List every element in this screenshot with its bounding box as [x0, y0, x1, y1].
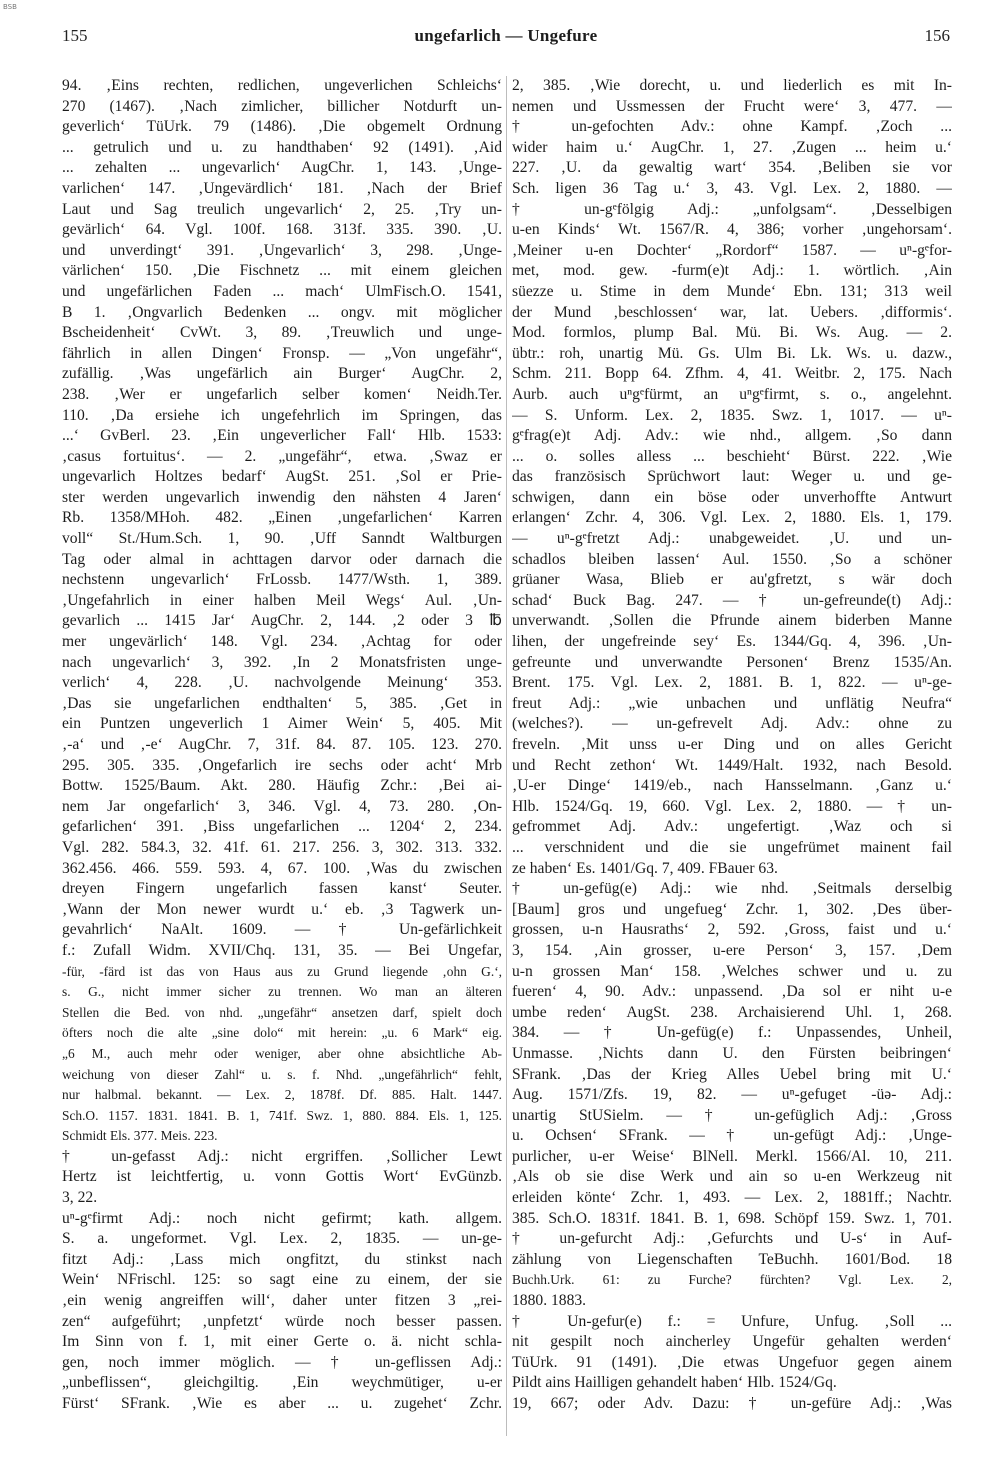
right-column-line: umbe reden‘ AugSt. 238. Archaisierend Uhl. 1, 268.: [512, 1003, 952, 1021]
left-column-line: -für, -färd ist das von Haus aus zu Grund liegende ‚ohn G.‘,: [62, 963, 502, 979]
right-column-line: gefreunte und unverwandte Personen‘ Brenz 1535/An.: [512, 653, 952, 671]
right-column-line: 384. — † Un-gefüg(e) f.: Unpassendes, Unheil,: [512, 1024, 952, 1042]
right-column-line: schad‘ Buck Bag. 247. — † un-gefreunde(t) Adj.:: [512, 591, 952, 609]
left-column-line: zen“ aufgeführt; ‚unpfetzt‘ würde noch besser passen.: [62, 1312, 502, 1330]
left-column-line: 238. ‚Wer er ungefarlich selber komen‘ Neidh.Ter.: [62, 385, 502, 403]
right-column-line: purlicher, u-er Weise‘ BlNell. Merkl. 1566/Al. 10, 211.: [512, 1147, 952, 1165]
left-column-line: nem Jar ongefarlich‘ 3, 346. Vgl. 4, 73. 280. ‚On-: [62, 797, 502, 815]
column-rule: [506, 76, 507, 1436]
left-column-line: gevarlich ... 1415 Jar‘ AugChr. 2, 144. ‚2 oder 3 ℔: [62, 612, 502, 630]
running-title: ungefarlich — Ungefure: [414, 26, 598, 45]
right-column-line: — S. Unform. Lex. 2, 1835. Swz. 1, 1017. — uⁿ-: [512, 406, 952, 424]
right-column-line: süezze u. Stime in dem Munde‘ Ebn. 131; 313 weil: [512, 282, 952, 300]
left-column-line: zufällig. ‚Was ungefärlich ain Burger‘ AugChr. 2,: [62, 365, 502, 383]
left-column-line: und unverdingt‘ 391. ‚Ungevarlich‘ 3, 298. ‚Unge-: [62, 241, 502, 259]
right-column-line: u-n grossen Man‘ 158. ‚Welches schwer und u. zu: [512, 962, 952, 980]
left-column-line: 3, 22.: [62, 1189, 98, 1207]
left-column-line: 270 (1467). ‚Nach zimlicher, billicher Notdurft un-: [62, 97, 502, 115]
left-column-line: Fürst‘ SFrank. ‚Wie es aber ... u. zugehet‘ Zchr.: [62, 1395, 502, 1412]
left-column-line: nechstenn ungevarlich‘ FrLossb. 1477/Wsth. 1, 389.: [62, 571, 502, 589]
right-column-line: unartig StUSielm. — † un-gefüglich Adj.: ‚Gross: [512, 1106, 952, 1124]
left-column-line: Sch.O. 1157. 1831. 1841. B. 1, 741f. Swz. 1, 880. 884. Els. 1, 125.: [62, 1107, 502, 1123]
left-column-line: ster werden ungevarlich inwendig den nähsten 4 Jaren‘: [62, 488, 502, 506]
right-column-line: ‚Als ob sie dise Werk und ain so u-en Werkzeug nit: [512, 1168, 952, 1186]
right-column-line: freveln. ‚Mit unss u-er Ding und on alles Gericht: [512, 736, 952, 753]
right-column-line: TüUrk. 91 (1491). ‚Die etwas Ungefuor gegen ainem: [512, 1353, 952, 1371]
right-column-line: schwigen, dann ein böse oder unverhoffte Antwurt: [512, 488, 952, 506]
left-column-line: Im Sinn von f. 1, mit einer Gerte o. ä. nicht schla-: [62, 1333, 502, 1351]
right-column-line: (welches?). — un-gefrevelt Adj. Adv.: ohne zu: [512, 715, 952, 733]
left-column-line: 94. ‚Eins rechten, redlichen, ungeverlichen Schleichs‘: [62, 77, 502, 94]
left-column-line: ‚ein wenig angreiffen will‘, daher unter fitzen 3 „rei-: [62, 1292, 502, 1310]
right-column-line: SFrank. ‚Das der Krieg Alles Uebel bring mit U.‘: [512, 1065, 952, 1083]
right-column-line: † un-gᵉfölgig Adj.: „unfolgsam“. ‚Desselbigen: [512, 200, 952, 218]
right-column-line: nemen und Ussmessen der Frucht were‘ 3, 477. —: [512, 97, 952, 115]
right-column-line: grossen, u-n Hausraths‘ 2, 592. ‚Gross, faist und u.‘: [512, 921, 952, 939]
right-column-line: zählung von Liegenschaften TeBuchh. 1601/Bod. 18: [512, 1250, 952, 1268]
left-column-line: B 1. ‚Ongvarlich Bedenken ... ongv. mit möglicher: [62, 303, 502, 321]
left-column-line: uⁿ-gᵉfirmt Adj.: noch nicht gefirmt; kath. allgem.: [62, 1209, 502, 1227]
left-column-line: voll“ St./Hum.Sch. 1, 90. ‚Uff Sanndt Waltburgen: [62, 530, 502, 548]
left-column-line: värlichen‘ 150. ‚Die Fischnetz ... mit einem gleichen: [62, 262, 502, 280]
left-column-line: geverlich‘ TüUrk. 79 (1486). ‚Die obgemelt Ordnung: [62, 118, 502, 136]
left-column-line: s. G., nicht immer sicher zu trennen. Wo man an älteren: [62, 984, 502, 1000]
left-column-line: 295. 305. 335. ‚Ongefarlich ire sechs oder acht‘ Mrb: [62, 756, 502, 774]
right-column-line: übtr.: roh, unartig Mü. Gs. Ulm Bi. Lk. Ws. u. dazw.,: [512, 344, 952, 362]
right-column-line: fueren‘ 4, 90. Adv.: unpassend. ‚Da sol er niht u-e: [512, 983, 952, 1001]
right-column-line: lihen, der ungefreinde sey‘ Es. 1344/Gq. 4, 396. ‚Un-: [512, 633, 952, 651]
left-column-line: fitzt Adj.: ‚Lass mich ongfitzt, du stinkst nach: [62, 1250, 502, 1268]
left-column-line: ‚-a‘ und ‚-e‘ AugChr. 7, 31f. 84. 87. 105. 123. 270.: [62, 736, 502, 753]
right-column-line: † un-gefüg(e) Adj.: wie nhd. ‚Seitmals derselbig: [512, 880, 952, 898]
left-column-line: „6 M., auch mehr oder weniger, aber ohne absichtliche Ab-: [62, 1045, 502, 1061]
left-column-line: „unbeflissen“, gleichgiltig. ‚Ein weychmütiger, u-er: [62, 1374, 502, 1392]
right-column-line: ‚Meiner u-en Dochter‘ „Rordorf“ 1587. — uⁿ-gᵉfor-: [512, 241, 952, 259]
left-column-line: Tag oder almal in achttagen darvor oder darnach die: [62, 550, 502, 568]
right-column-line: Brent. 175. Vgl. Lex. 2, 1881. B. 1, 822. — uⁿ-ge-: [512, 674, 952, 692]
left-column-line: Schmidt Els. 377. Meis. 223.: [62, 1128, 218, 1144]
left-column-line: verlich‘ 4, 228. ‚U. nachvolgende Meinung‘ 353.: [62, 674, 502, 692]
right-column-line: und Recht zethon‘ Wt. 1449/Halt. 1932, nach Besold.: [512, 756, 952, 774]
left-column-line: ungevarlich Holtzes bedarf‘ AugSt. 251. ‚Sol er Prie-: [62, 468, 502, 486]
left-column-line: nur halbmal. bekannt. — Lex. 2, 1878f. Df. 885. Halt. 1447.: [62, 1087, 502, 1103]
right-column-line: Pildt ains Hailligen gehandelt haben‘ Hlb. 1524/Gq.: [512, 1374, 837, 1392]
library-stamp: BSB: [3, 3, 17, 11]
left-column-line: Laut und Sag treulich ungevarlich‘ 2, 25. ‚Try un-: [62, 200, 502, 218]
left-column-line: Wein‘ NFrischl. 125: so sagt eine zu einem, der sie: [62, 1271, 502, 1289]
right-column-line: — uⁿ-gᵉfretzt Adj.: unabgeweidet. ‚U. und un-: [512, 530, 952, 548]
right-column-line: ... o. solles alless ... beschieht‘ Bürst. 222. ‚Wie: [512, 447, 952, 465]
right-column-line: Schm. 211. Bopp 64. Zfhm. 4, 41. Weitbr. 2, 175. Nach: [512, 365, 952, 383]
right-column-line: gᵉfrag(e)t Adj. Adv.: wie nhd., allgem. ‚So dann: [512, 427, 952, 445]
right-column-line: nit gespilt noch aincherley Ungefür gehalten werden‘: [512, 1333, 952, 1351]
left-column-line: öfters noch die alte „sine dolo“ mit herein: „u. 6 Mark“ eig.: [62, 1025, 502, 1041]
left-column-line: mer ungevärlich‘ 148. Vgl. 234. ‚Achtag for oder: [62, 633, 502, 651]
right-column-line: 2, 385. ‚Wie dorecht, u. und liederlich es mit In-: [512, 77, 952, 94]
left-column-line: Stellen die Bed. von nhd. „ungefähr“ ansetzen darf, spielt doch: [62, 1004, 502, 1020]
left-column-line: Rb. 1358/MHoh. 482. „Einen ‚ungefarlichen‘ Karren: [62, 509, 502, 527]
left-column-line: 362.456. 466. 559. 593. 4, 67. 100. ‚Was du zwischen: [62, 859, 502, 877]
left-column-line: Vgl. 282. 584.3, 32. 41f. 61. 217. 256. 3, 302. 313. 332.: [62, 838, 502, 856]
left-column-line: ...‘ GvBerl. 23. ‚Ein ungeverlicher Fall‘ Hlb. 1533:: [62, 427, 502, 445]
right-column-line: † un-gefurcht Adj.: ‚Gefurchts und U-s‘ in Auf-: [512, 1230, 952, 1248]
right-column-line: † un-gefochten Adv.: ohne Kampf. ‚Zoch ...: [512, 118, 952, 136]
page-number-left: 155: [62, 26, 88, 45]
right-column-line: Aug. 1571/Zfs. 19, 82. — uⁿ-gefuget -üə- Adj.:: [512, 1086, 952, 1104]
right-column-line: 227. ‚U. da gewaltig wart‘ 354. ‚Beliben sie vor: [512, 159, 952, 177]
right-column-line: Hlb. 1524/Gq. 19, 660. Vgl. Lex. 2, 1880. — † un-: [512, 797, 952, 815]
left-column-line: gefarlichen‘ 391. ‚Biss ungefarlichen ... 1204‘ 2, 234.: [62, 818, 502, 836]
right-column-line: erleiden könte‘ Zchr. 1, 493. — Lex. 2, 1881ff.; Nachtr.: [512, 1189, 952, 1207]
left-column-line: ‚Ungefahrlich in einer halben Meil Wegs‘ Aul. ‚Un-: [62, 591, 502, 609]
left-column-line: Bottw. 1525/Baum. Akt. 280. Häufig Zchr.: ‚Bei ai-: [62, 777, 502, 795]
left-column-line: ein Puntzen ungeverlich 1 Aimer Wein‘ 5, 405. Mit: [62, 715, 502, 733]
right-column-line: das französisch Sprüchwort laut: Weger u. und ge-: [512, 468, 952, 486]
left-column-line: 110. ‚Da ersiehe ich ungefehrlich im Springen, das: [62, 406, 502, 424]
page-header: [62, 26, 950, 56]
right-column-line: Unmasse. ‚Nichts dann U. den Fürsten beibringen‘: [512, 1044, 952, 1062]
right-column-line: Aurb. auch uⁿgᵉfürmt, an uⁿgᵉfirmt, s. o., angelehnt.: [512, 385, 952, 403]
right-column-line: 3, 154. ‚Ain grosser, u-ere Person‘ 3, 157. ‚Dem: [512, 941, 952, 959]
right-column-line: ze haben‘ Es. 1401/Gq. 7, 409. FBauer 63.: [512, 859, 778, 877]
left-column: [62, 76, 502, 1456]
left-column-line: gen, noch immer möglich. — † un-geflissen Adj.:: [62, 1353, 502, 1371]
left-column-line: ‚casus fortuitus‘. — 2. „ungefähr“, etwa. ‚Swaz er: [62, 447, 502, 465]
right-column-line: ... verschnident und die sie ungefrümet mainent fail: [512, 838, 952, 856]
right-column-line: wider haim u.‘ AugChr. 1, 27. ‚Zugen ... heim u.‘: [512, 138, 952, 156]
left-column-line: gevahrlich‘ NaAlt. 1609. — † Un-gefärlichkeit: [62, 921, 502, 939]
right-column-line: schadlos bleiben lassen‘ Aul. 1550. ‚So a schöner: [512, 550, 952, 568]
page-number-right: 156: [924, 26, 950, 45]
right-column-line: 385. Sch.O. 1831f. 1841. B. 1, 698. Schöpf 159. Swz. 1, 701.: [512, 1209, 952, 1227]
right-column-line: u. Ochsen‘ SFrank. — † un-gefügt Adj.: ‚Unge-: [512, 1127, 952, 1145]
right-column-line: 19, 667; oder Adv. Dazu: † un-gefüre Adj.: ‚Was: [512, 1395, 952, 1412]
right-column-line: [Baum] gros und ungefueg‘ Zchr. 1, 302. ‚Des über-: [512, 900, 952, 918]
left-column-line: fährlich in allen Dingen‘ Fronsp. — „Von ungefähr“,: [62, 344, 502, 362]
right-column-line: † Un-gefur(e) f.: = Unfure, Unfug. ‚Soll ...: [512, 1312, 952, 1330]
right-column-line: Sch. ligen 36 Tag u.‘ 3, 43. Vgl. Lex. 2, 1880. —: [512, 179, 952, 197]
right-column-line: gefrommet Adj. Adv.: ungefertigt. ‚Waz och si: [512, 818, 952, 836]
left-column-line: und ungefärlichen Faden ... mach‘ UlmFisch.O. 1541,: [62, 282, 502, 300]
left-column-line: gevärlich‘ 64. Vgl. 100f. 168. 313f. 335. 390. ‚U.: [62, 221, 502, 239]
left-column-line: ‚Wann der Mon newer wurdt u.‘ eb. ‚3 Tagwerk un-: [62, 900, 502, 918]
left-column-line: dreyen Fingern ungefarlich fassen kanst‘ Seuter.: [62, 880, 502, 898]
left-column-line: † un-gefasst Adj.: nicht ergriffen. ‚Sollicher Lewt: [62, 1147, 502, 1165]
left-column-line: ‚Das sie ungefarlichen endthalten‘ 5, 385. ‚Get in: [62, 694, 502, 712]
right-column-line: Buchh.Urk. 61: zu Furche? fürchten? Vgl. Lex. 2,: [512, 1272, 952, 1288]
right-column: [512, 76, 952, 1456]
right-column-line: met, mod. gew. -furm(e)t Adj.: 1. wörtlich. ‚Ain: [512, 262, 952, 280]
right-column-line: ‚U-er Dinge‘ 1419/eb., nach Hansselmann. ‚Ganz u.‘: [512, 777, 952, 795]
right-column-line: der Mund ‚beschlossen‘ war, lat. Uebers. ‚difformis‘.: [512, 303, 952, 321]
right-column-line: freut Adj.: „wie unbachen und unflätig Neufra“: [512, 694, 952, 712]
right-column-line: grüaner Wasa, Blieb er au'gfretzt, s wär doch: [512, 571, 952, 589]
left-column-line: ... zehalten ... ungevarlich‘ AugChr. 1, 143. ‚Unge-: [62, 159, 502, 177]
left-column-line: varlichen‘ 147. ‚Ungevärdlich‘ 181. ‚Nach der Brief: [62, 179, 502, 197]
right-column-line: erlangen‘ Zchr. 4, 306. Vgl. Lex. 2, 1880. Els. 1, 179.: [512, 509, 952, 527]
right-column-line: unverwandt. ‚Sollen die Pfrunde ainem biderben Manne: [512, 612, 952, 630]
right-column-line: 1880. 1883.: [512, 1292, 587, 1310]
left-column-line: ... getrulich und u. zu handthaben‘ 92 (1491). ‚Aid: [62, 138, 502, 156]
left-column-line: Hertz ist leichtfertig, u. vonn Gottis Wort‘ EvGünzb.: [62, 1168, 502, 1186]
left-column-line: weichung von dieser Zahl“ u. s. f. Nhd. „ungefährlich“ fehlt,: [62, 1066, 502, 1082]
left-column-line: S. a. ungeformet. Vgl. Lex. 2, 1835. — un-ge-: [62, 1230, 502, 1248]
left-column-line: Bscheidenheit‘ CvWt. 3, 89. ‚Treuwlich und unge-: [62, 324, 502, 342]
right-column-line: Mod. formlos, plump Bal. Mü. Bi. Ws. Aug. — 2.: [512, 324, 952, 342]
right-column-line: u-en Kinds‘ Wt. 1567/R. 4, 386; vorher ‚ungehorsam‘.: [512, 221, 952, 239]
left-column-line: f.: Zufall Widm. XVII/Chq. 131, 35. — Bei Ungefar,: [62, 941, 502, 959]
left-column-line: nach ungevarlich‘ 3, 392. ‚In 2 Monatsfristen unge-: [62, 653, 502, 671]
